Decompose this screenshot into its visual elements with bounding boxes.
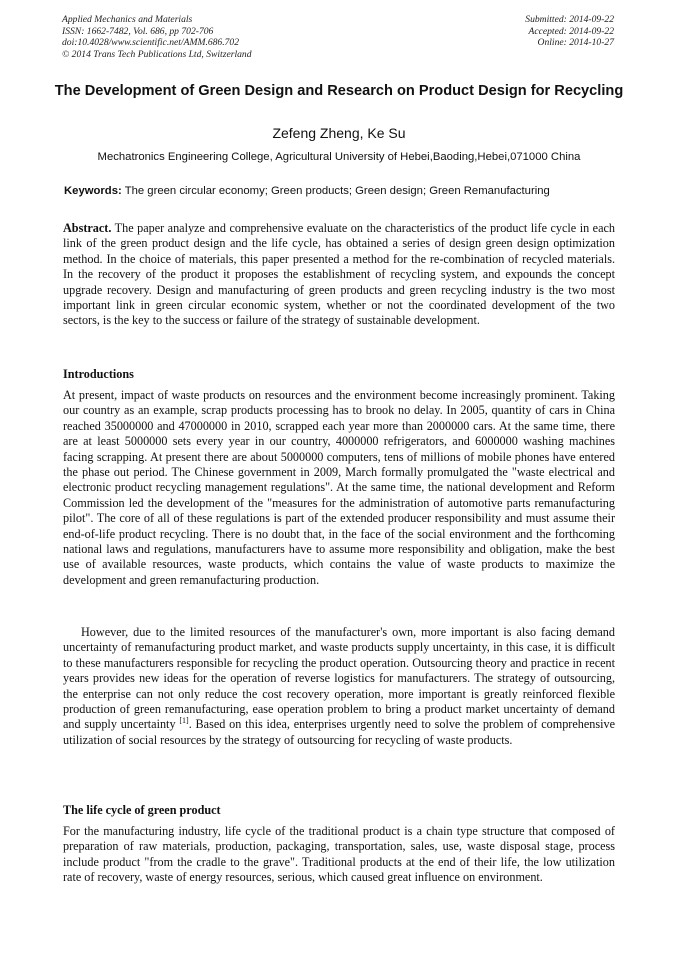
- section-heading-life-cycle: The life cycle of green product: [63, 803, 221, 817]
- paper-authors: Zefeng Zheng, Ke Su: [272, 125, 406, 141]
- online-date: Online: 2014-10-27: [537, 37, 614, 48]
- doi-line: doi:10.4028/www.scientific.net/AMM.686.702: [62, 37, 240, 48]
- intro-paragraph-2-text-a: However, due to the limited resources of the manufacturer's own, more important is also facing demand uncertainty of remanufacturing product market, and waste products supply uncertainty, in this case, it is difficult to these manufacturers responsible for recycling the product operation. Outsourcing theory and practice in recent years provides new ideas for the operation of reverse logistics for manufacturers. The strategy of outsourcing, the enterprise can not only reduce the cost recovery operation, more important is greatly reinforced flexible production of green remanufacturing, ease operation problem to bring a product market uncertainty of demand and supply uncertainty: [63, 625, 615, 732]
- keywords: [64, 184, 616, 198]
- keywords-label: Keywords:: [64, 185, 122, 197]
- abstract-label: Abstract.: [63, 221, 112, 235]
- section-heading-introductions: Introductions: [63, 367, 134, 381]
- intro-paragraph-1: At present, impact of waste products on resources and the environment become increasingly prominent. Taking our country as an example, scrap products processing has to brook no delay. In 2005, quantity of cars in China reached 35000000 and 47000000 in 2010, scrapped each year more than 2000000 cars. At the same time, there are at least 5000000 sets every year in our country, 4000000 refrigerators, and 6000000 washing machines facing scrapping. At present there are about 5000000 computers, tens of millions of mobile phones have entered the phase out period. The Chinese government in 2009, March formally promulgated the "waste electrical and electronic product recycling management regulations". At the same time, the national development and Reform Commission led the development of the "measures for the administration of automotive parts remanufacturing pilot". The core of all of these regulations is part of the extended producer responsibility and must assume their end-of-life product recycling. There is no doubt that, in the face of the social environment and the forthcoming national laws and regulations, manufacturers have to assume more responsibility and obligation, make the best use of available resources, waste products, which contains the value of waste products to maximize the development and green remanufacturing production.: [63, 388, 615, 587]
- intro-paragraph-2-text-b: . Based on this idea, enterprises urgently need to solve the problem of comprehensive utilization of social resources by the strategy of outsourcing for recycling of waste products.: [63, 717, 615, 747]
- paper-title: The Development of Green Design and Research on Product Design for Recycling: [54, 83, 624, 99]
- abstract: [63, 221, 615, 329]
- issn-line: ISSN: 1662-7482, Vol. 686, pp 702-706: [62, 25, 214, 37]
- copyright-line: © 2014 Trans Tech Publications Ltd, Switzerland: [62, 48, 252, 60]
- author-affiliation: Mechatronics Engineering College, Agricultural University of Hebei,Baoding,Hebei,071000 China: [97, 151, 581, 163]
- citation-ref: [1]: [179, 716, 189, 726]
- lifecycle-paragraph-1: For the manufacturing industry, life cycle of the traditional product is a chain type structure that composed of preparation of raw materials, production, packaging, transportation, sales, use, waste disposal stage, process include product "from the cradle to the grave". Traditional products at the end of their life, the low utilization rate of recovery, waste of energy resources, serious, which caused great influence on environment.: [63, 824, 615, 885]
- keywords-text: The green circular economy; Green products; Green design; Green Remanufacturing: [121, 185, 550, 197]
- journal-info: [62, 14, 252, 60]
- journal-name: Applied Mechanics and Materials: [62, 14, 193, 25]
- publication-dates: [525, 14, 614, 49]
- intro-paragraph-2: [63, 625, 615, 748]
- accepted-date: Accepted: 2014-09-22: [528, 25, 614, 37]
- abstract-text: The paper analyze and comprehensive evaluate on the characteristics of the product life cycle in each link of the green product design and the life cycle, has obtained a series of design green design optimization method. In the choice of materials, this paper presented a method for the re-combination of recycled materials. In the recovery of the product it proposes the establishment of recycling system, and expounds the concept upgrade recovery. Design and manufacturing of green products and green recycling industry is the two most important link in green circular economic system, whether or not the coordinated development of the two sectors, is the key to the success or failure of the strategy of sustainable development.: [63, 221, 615, 328]
- submitted-date: Submitted: 2014-09-22: [525, 14, 614, 25]
